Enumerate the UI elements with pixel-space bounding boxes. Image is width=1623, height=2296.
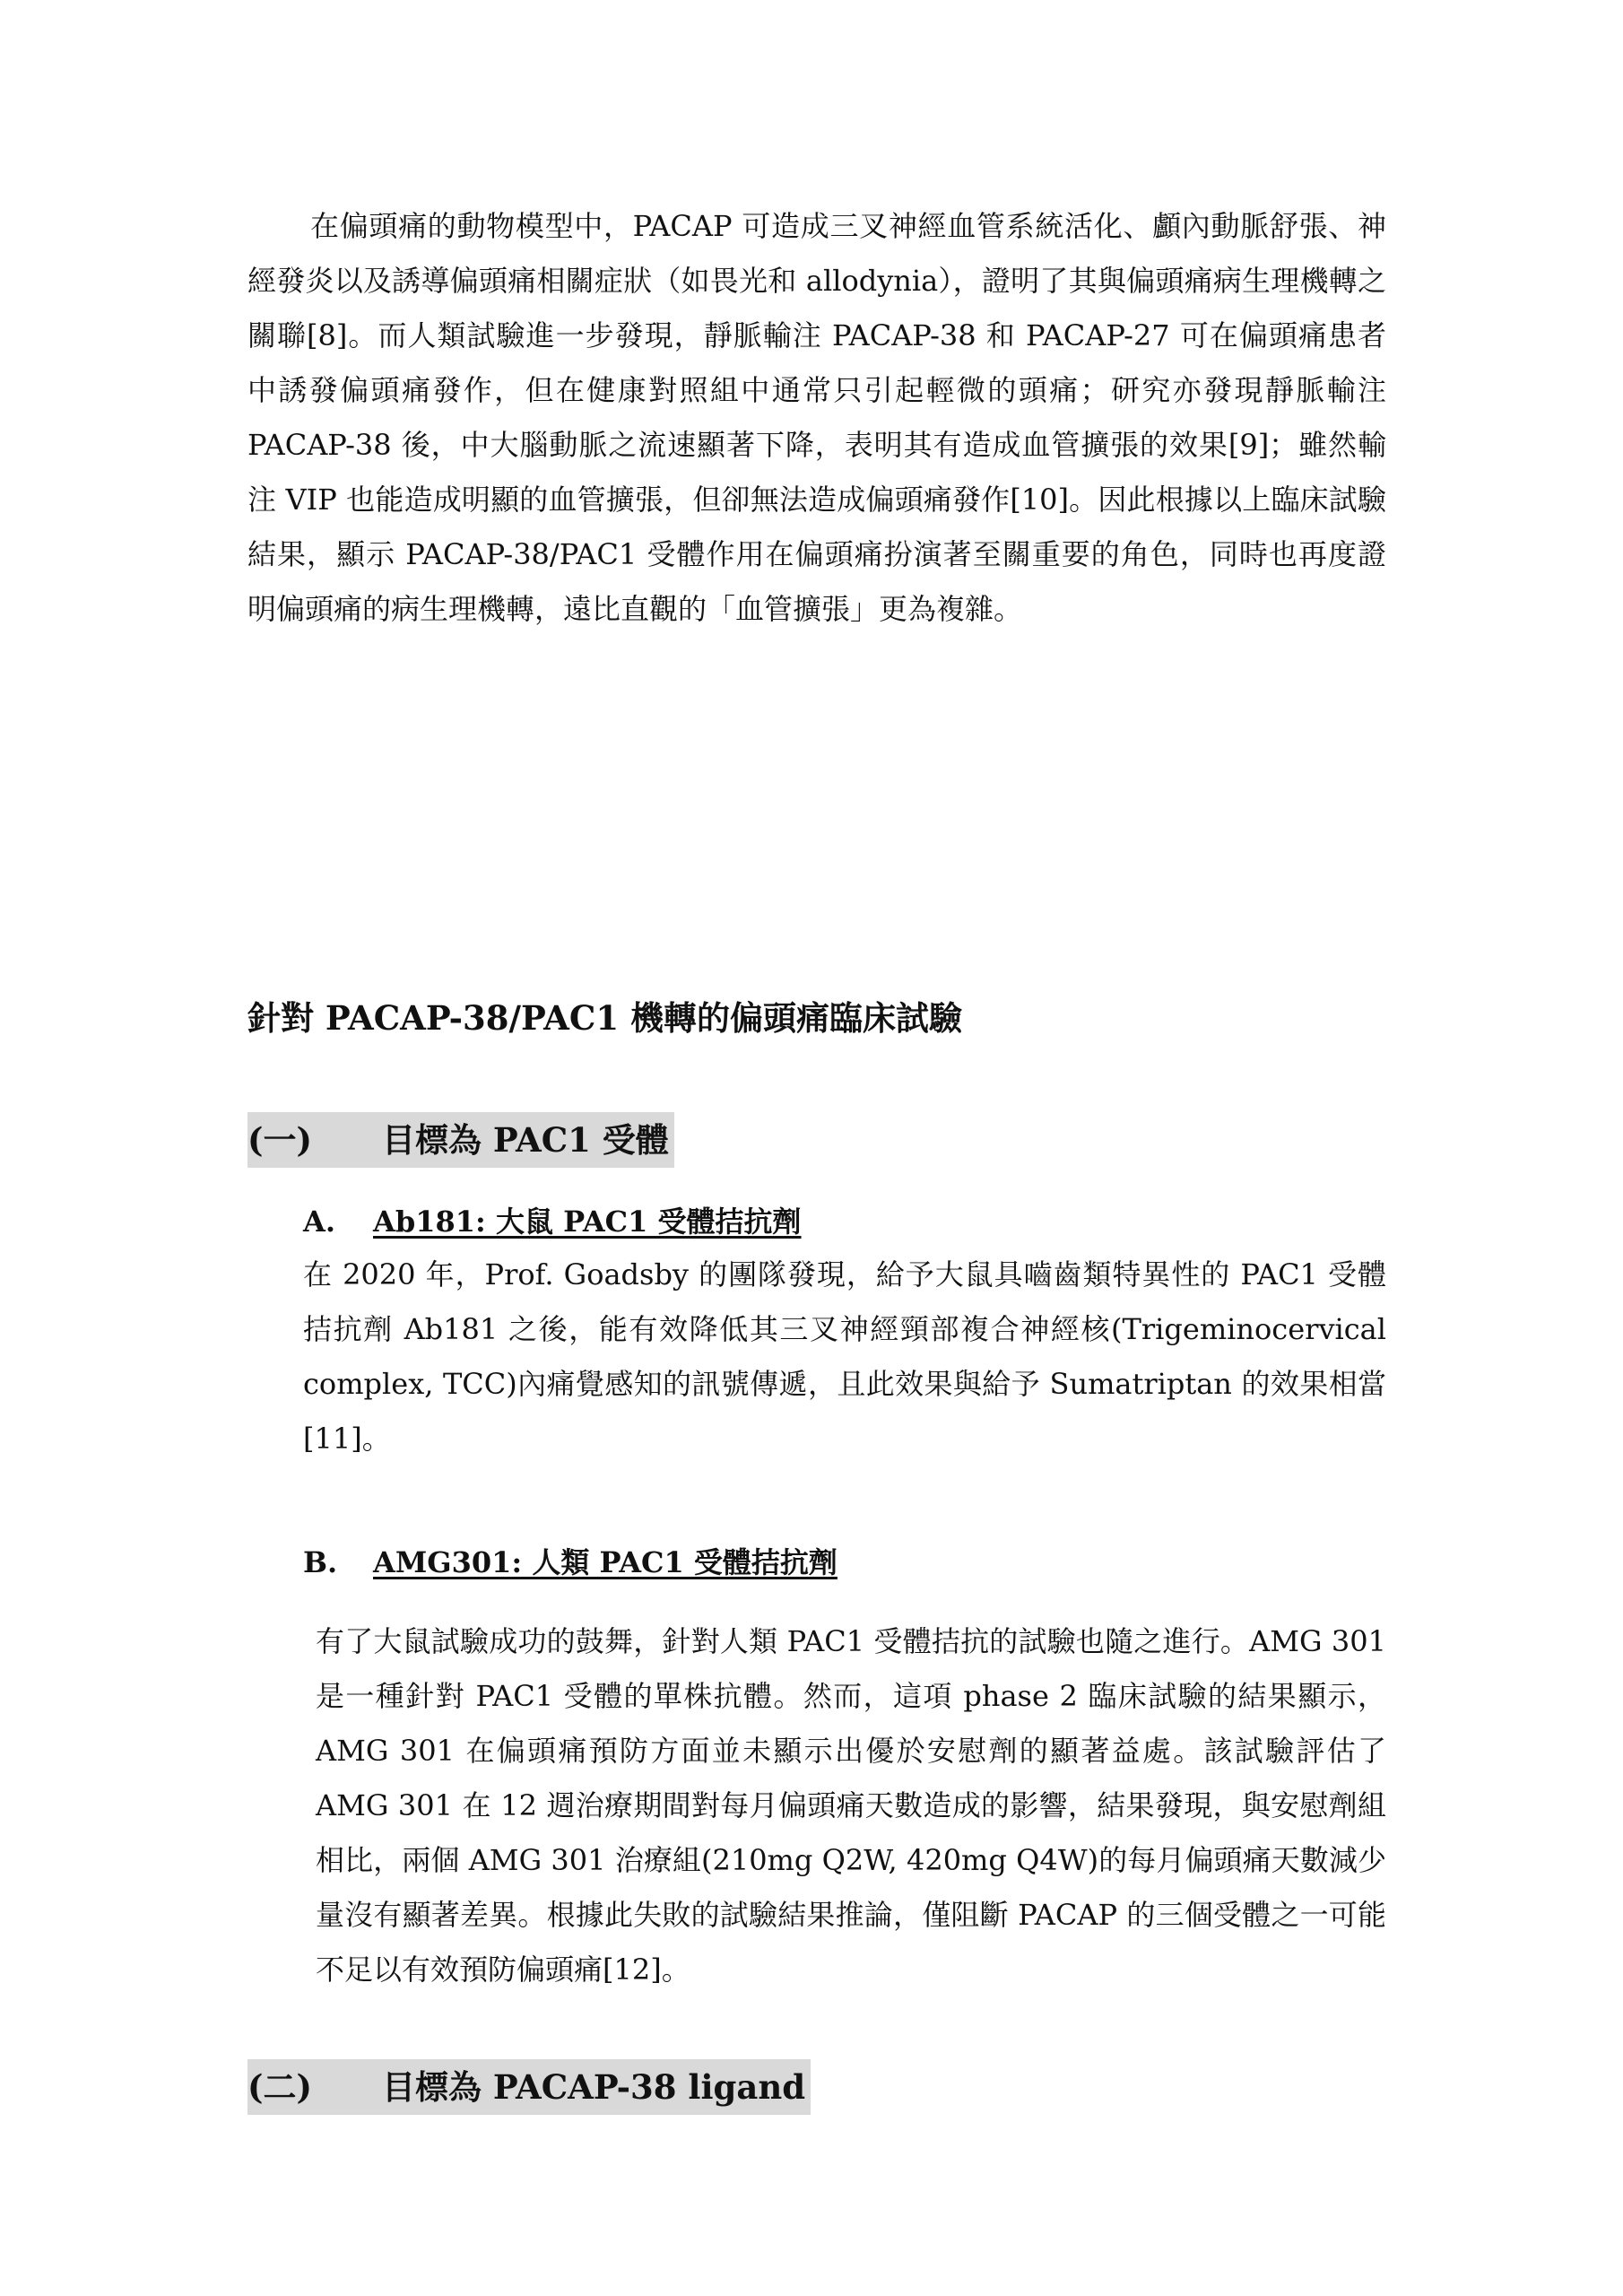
- section-2-heading: [247, 2059, 811, 2115]
- section-2-title: 目標為 PACAP-38 ligand: [382, 2067, 806, 2107]
- section-1-number: (一): [247, 1120, 313, 1160]
- subsection-b-heading: [303, 1541, 838, 1584]
- subsection-b-paragraph: 有了大鼠試驗成功的鼓舞，針對人類 PAC1 受體拮抗的試驗也隨之進行。AMG 301 是一種針對 PAC1 受體的單株抗體。然而，這項 phase 2 臨床試驗的結果顯示，AMG 301 在偏頭痛預防方面並未顯示出優於安慰劑的顯著益處。該試驗評估了 AMG 301 在 12 週治療期間對每月偏頭痛天數造成的影響，結果發現，與安慰劑組相比，兩個 AMG 301 治療組(210mg Q2W, 420mg Q4W)的每月偏頭痛天數減少量沒有顯著差異。根據此失敗的試驗結果推論，僅阻斷 PACAP 的三個受體之一可能不足以有效預防偏頭痛[12]。: [316, 1624, 1386, 1987]
- intro-paragraph: 在偏頭痛的動物模型中，PACAP 可造成三叉神經血管系統活化、顱內動脈舒張、神經發炎以及誘導偏頭痛相關症狀（如畏光和 allodynia），證明了其與偏頭痛病生理機轉之關聯[8]。而人類試驗進一步發現，靜脈輸注 PACAP-38 和 PACAP-27 可在偏頭痛患者中誘發偏頭痛發作，但在健康對照組中通常只引起輕微的頭痛；研究亦發現靜脈輸注 PACAP-38 後，中大腦動脈之流速顯著下降，表明其有造成血管擴張的效果[9]；雖然輸注 VIP 也能造成明顯的血管擴張，但卻無法造成偏頭痛發作[10]。因此根據以上臨床試驗結果，顯示 PACAP-38/PAC1 受體作用在偏頭痛扮演著至關重要的角色，同時也再度證明偏頭痛的病生理機轉，遠比直觀的「血管擴張」更為複雜。: [247, 209, 1386, 626]
- section-1-heading: [247, 1112, 674, 1168]
- subsection-b-letter: B.: [303, 1545, 338, 1579]
- section-1-title: 目標為 PAC1 受體: [382, 1120, 669, 1160]
- subsection-a-letter: A.: [303, 1205, 335, 1239]
- main-heading: 針對 PACAP-38/PAC1 機轉的偏頭痛臨床試驗: [247, 998, 962, 1038]
- subsection-a-heading: [303, 1200, 802, 1243]
- section-2-number: (二): [247, 2067, 313, 2107]
- subsection-b-title: AMG301: 人類 PAC1 受體拮抗劑: [373, 1545, 838, 1579]
- subsection-a-paragraph: 在 2020 年，Prof. Goadsby 的團隊發現，給予大鼠具嚙齒類特異性的 PAC1 受體拮抗劑 Ab181 之後，能有效降低其三叉神經頸部複合神經核(Trigeminocervical complex, TCC)內痛覺感知的訊號傳遞，且此效果與給予 Sumatriptan 的效果相當[11]。: [303, 1257, 1386, 1456]
- subsection-a-title: Ab181: 大鼠 PAC1 受體拮抗劑: [373, 1205, 802, 1239]
